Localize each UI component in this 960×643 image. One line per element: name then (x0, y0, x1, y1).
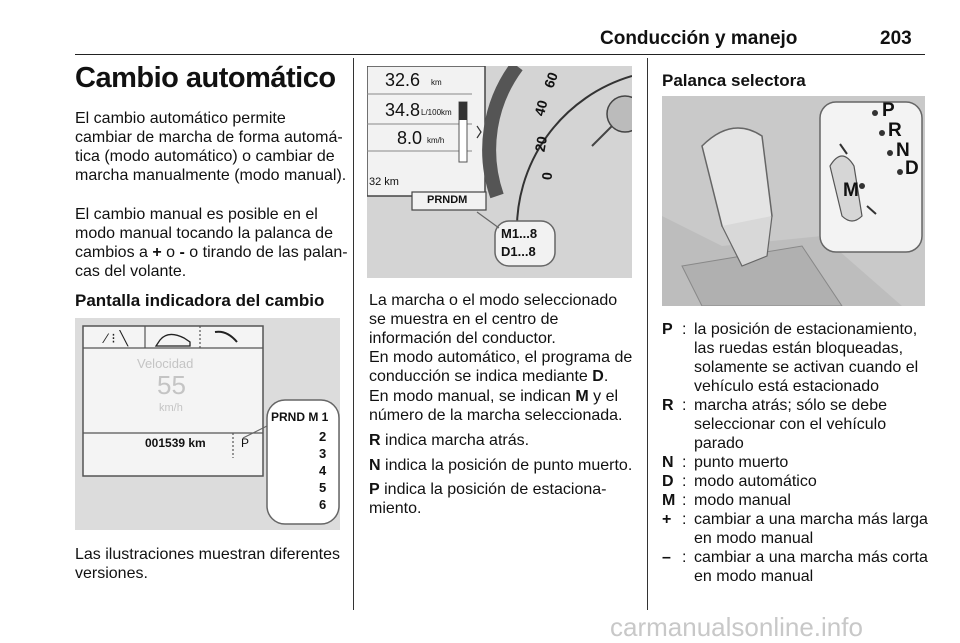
definition-key: + (662, 511, 672, 528)
definition-key: R (662, 397, 674, 414)
definition-colon: : (682, 454, 687, 471)
definition-text: punto muerto (694, 454, 789, 471)
trip-distance-value: 32.6 (385, 70, 421, 90)
selector-lever-graphic (662, 96, 925, 306)
definition-text: la posición de estacionamiento, las ruedas están bloqueadas, solamente se activan cuando el vehículo está estacionado (694, 321, 919, 395)
fuel-consumption-value: 34.8 (385, 100, 421, 120)
gear-number: 4 (319, 463, 327, 478)
inset-letter-d: D (905, 158, 919, 179)
definition-row-m (662, 491, 930, 510)
speed-unit: km/h (159, 402, 183, 414)
definition-key: D (662, 473, 674, 490)
trip-readout: 32 km (369, 176, 399, 188)
gear-display-subheading: Pantalla indicadora del cambio (75, 291, 325, 310)
speed-unit-cluster: km/h (427, 136, 445, 145)
fuel-consumption-unit: L/100km (421, 108, 452, 117)
gear-number-list (319, 428, 326, 513)
selector-lever-illustration (662, 96, 925, 306)
gear-number: 3 (319, 446, 327, 461)
cluster-graphic (367, 66, 632, 278)
gear-display-illustration (75, 318, 340, 530)
prndm-indicator: PRNDM (427, 194, 468, 206)
definition-row-n (662, 453, 930, 472)
speed-value: 55 (157, 370, 186, 400)
definition-key: – (662, 549, 671, 566)
intro-paragraph: El cambio automático permite cambiar de marcha de forma automá-tica (modo automático) o cambiar de marcha manualmente (modo manual). (75, 110, 347, 184)
definition-row-plus (662, 510, 930, 548)
watermark-link[interactable]: carmanualsonline.info (610, 612, 863, 642)
definition-key: N (662, 454, 674, 471)
definition-row-p (662, 320, 930, 396)
definition-colon: : (682, 397, 687, 414)
header-divider (75, 54, 925, 55)
current-gear-small: P (241, 436, 250, 450)
definition-colon: : (682, 473, 687, 490)
definition-row-minus (662, 548, 930, 586)
svg-text:⁄ ⁝ ╲: ⁄ ⁝ ╲ (105, 330, 128, 346)
definition-text: modo manual (694, 492, 791, 509)
definition-row-r (662, 396, 930, 453)
odometer-readout: 001539 km (145, 436, 206, 450)
definition-key: P (662, 321, 673, 338)
definition-key: M (662, 492, 676, 509)
definition-row-d (662, 472, 930, 491)
gear-number: 2 (319, 429, 327, 444)
trip-distance-unit: km (431, 78, 442, 87)
definition-colon: : (682, 492, 687, 509)
park-indicator-paragraph: P indica la posición de estaciona-miento. (369, 481, 607, 517)
driver-info-center-illustration (367, 66, 632, 278)
definition-colon: : (682, 321, 687, 338)
gauge-label-0: 0 (538, 171, 556, 181)
inset-letter-n: N (896, 140, 910, 161)
manual-mode-indicator-paragraph: En modo manual, se indican M y el número de la marcha seleccionada. (369, 388, 623, 424)
inset-letter-p: P (882, 100, 895, 121)
running-header-title: Conducción y manejo (600, 28, 798, 49)
gear-number: 6 (319, 497, 327, 512)
speed-value-cluster: 8.0 (397, 128, 423, 148)
definition-text: cambiar a una marcha más larga en modo manual (694, 511, 928, 547)
gauge-label-20: 20 (531, 134, 551, 154)
manual-gear-range: M1...8 (501, 226, 538, 241)
neutral-indicator-paragraph: N indica la posición de punto muerto. (369, 457, 633, 474)
manual-mode-paragraph: El cambio manual es posible en el modo manual tocando la palanca de cambios a + o - o tirando de las palan-cas del volante. (75, 206, 348, 280)
instrument-display-graphic (75, 318, 340, 530)
inset-letter-r: R (888, 120, 902, 141)
drive-gear-range: D1...8 (501, 244, 536, 259)
definition-text: marcha atrás; sólo se debe seleccionar con el vehículo parado (694, 397, 887, 452)
gear-indicator-header: PRND M 1 (271, 410, 329, 424)
column-divider-1 (353, 58, 354, 610)
definition-colon: : (682, 511, 687, 528)
gauge-label-60: 60 (540, 69, 561, 91)
selector-definitions-list (662, 320, 930, 586)
inset-letter-m: M (843, 180, 859, 201)
definition-colon: : (682, 549, 687, 566)
column-divider-2 (647, 58, 648, 610)
page-number: 203 (880, 28, 912, 49)
speed-label: Velocidad (137, 356, 194, 371)
selector-lever-subheading: Palanca selectora (662, 71, 806, 90)
gear-display-paragraph: La marcha o el modo seleccionado se muestra en el centro de información del conductor. (369, 292, 618, 347)
illustration-caption: Las ilustraciones muestran diferentes versiones. (75, 546, 341, 582)
section-heading: Cambio automático (75, 62, 336, 94)
gear-number: 5 (319, 480, 327, 495)
automatic-mode-paragraph: En modo automático, el programa de conducción se indica mediante D. (369, 349, 633, 385)
definition-text: modo automático (694, 473, 817, 490)
definition-text: cambiar a una marcha más corta en modo manual (694, 549, 928, 585)
gauge-label-40: 40 (531, 98, 551, 118)
reverse-indicator-paragraph: R indica marcha atrás. (369, 432, 530, 449)
